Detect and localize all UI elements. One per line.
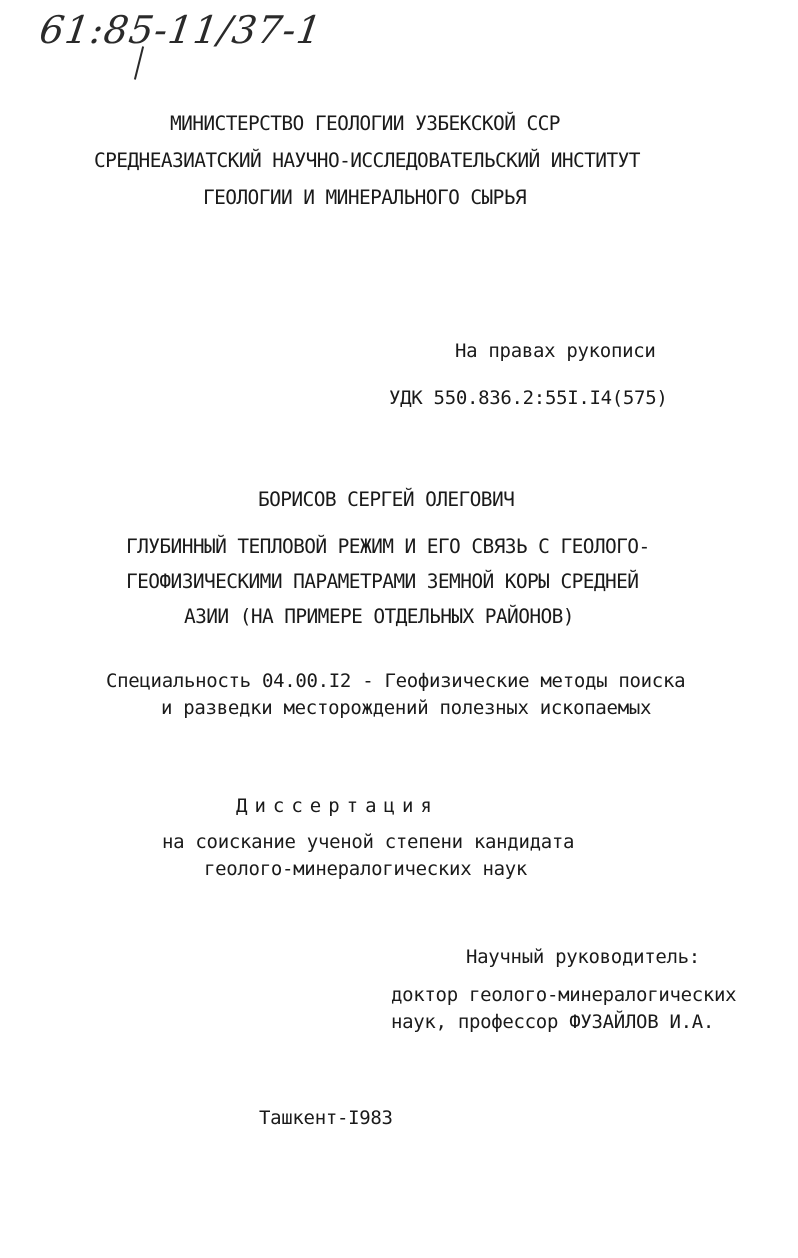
manuscript-rights: На правах рукописи: [455, 340, 656, 362]
title-line-2: ГЕОФИЗИЧЕСКИМИ ПАРАМЕТРАМИ ЗЕМНОЙ КОРЫ СРЕДНЕЙ: [126, 570, 639, 593]
title-line-3: АЗИИ (НА ПРИМЕРЕ ОТДЕЛЬНЫХ РАЙОНОВ): [184, 605, 574, 628]
specialty-line-2: и разведки месторождений полезных ископаемых: [161, 697, 652, 719]
header-institute-cont: ГЕОЛОГИИ И МИНЕРАЛЬНОГО СЫРЬЯ: [203, 186, 527, 209]
dissertation-degree-line-1: на соискание ученой степени кандидата: [162, 831, 575, 853]
dissertation-degree-line-2: геолого-минералогических наук: [204, 858, 528, 880]
title-line-1: ГЛУБИННЫЙ ТЕПЛОВОЙ РЕЖИМ И ЕГО СВЯЗЬ С ГЕОЛОГО-: [126, 535, 650, 558]
supervisor-label: Научный руководитель:: [466, 946, 700, 968]
supervisor-line-1: доктор геолого-минералогических: [391, 984, 737, 1006]
author-name: БОРИСОВ СЕРГЕЙ ОЛЕГОВИЧ: [258, 488, 515, 511]
place-year: Ташкент-I983: [259, 1107, 393, 1129]
specialty-line-1: Специальность 04.00.I2 - Геофизические методы поиска: [106, 670, 686, 692]
header-ministry: МИНИСТЕРСТВО ГЕОЛОГИИ УЗБЕКСКОЙ ССР: [170, 112, 560, 135]
supervisor-line-2: наук, профессор ФУЗАЙЛОВ И.А.: [391, 1011, 715, 1033]
handwritten-archive-mark: 61:85-11/37-1: [36, 8, 325, 52]
header-institute: СРЕДНЕАЗИАТСКИЙ НАУЧНО-ИССЛЕДОВАТЕЛЬСКИЙ ИНСТИТУТ: [94, 149, 640, 172]
udk-code: УДК 550.836.2:55I.I4(575): [389, 387, 668, 409]
dissertation-heading: Диссертация: [236, 795, 439, 817]
